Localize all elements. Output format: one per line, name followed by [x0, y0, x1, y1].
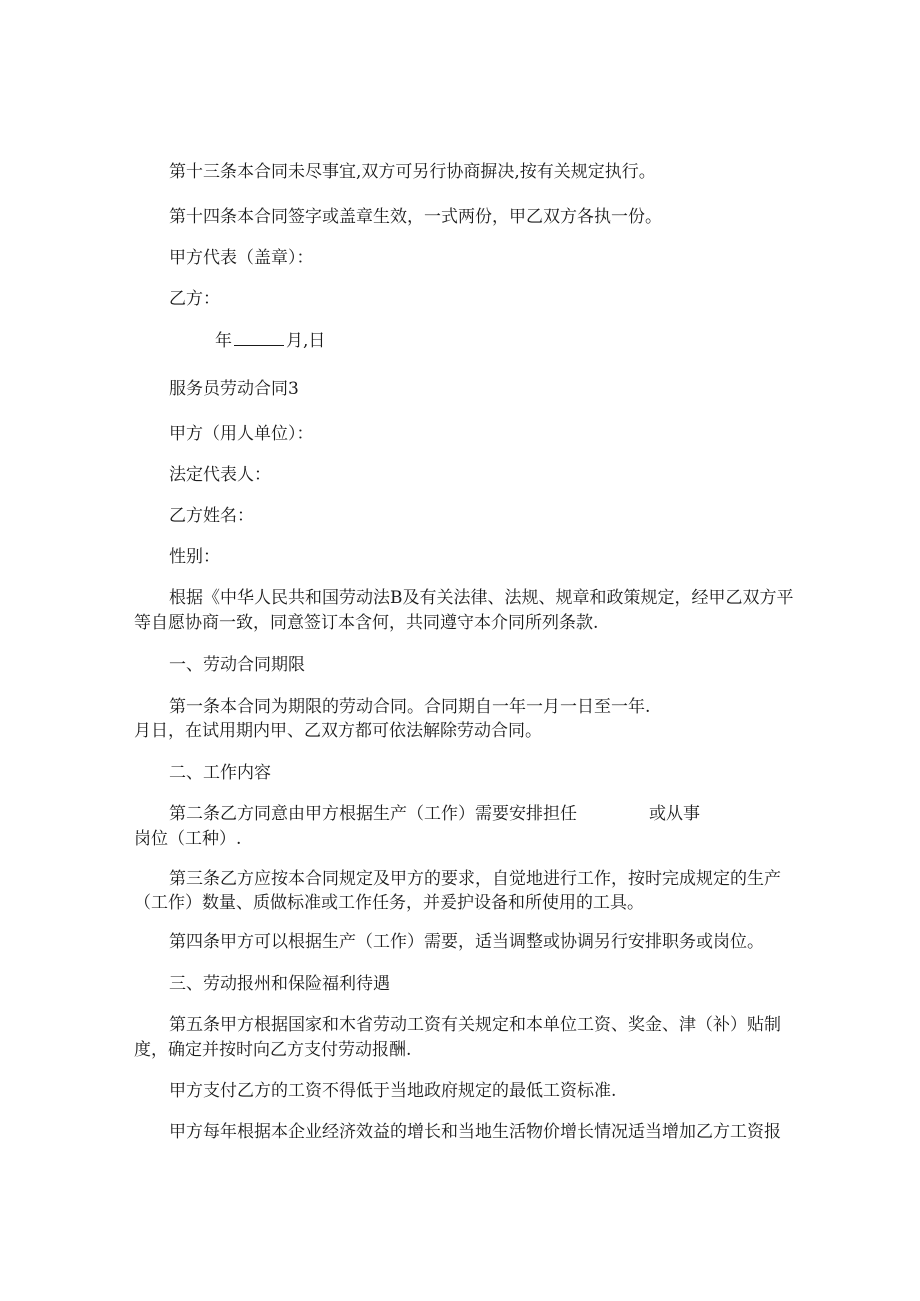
- article-3-line-1: 第三条乙方应按本合同规定及甲方的要求，自觉地进行工作，按时完成规定的生产: [169, 869, 781, 889]
- gender-label: 性别：: [169, 547, 220, 567]
- article-1-line-2: 月日，在试用期内甲、乙双方都可依法解除劳动合同。: [134, 721, 542, 741]
- article-3-line-2: （工作）数量、质做标准或工作任务，并爰护设备和所使用的工具。: [134, 893, 644, 913]
- preamble-line-1: 根据《中华人民共和国劳动法B及有关法律、法规、规章和政策规定，经甲乙双方平: [169, 588, 794, 608]
- employee-name-label: 乙方姓名：: [169, 506, 254, 526]
- legal-representative-label: 法定代表人：: [169, 465, 271, 485]
- section-1-heading: 一、劳动合同期限: [169, 655, 305, 675]
- date-year-label: 年: [215, 331, 232, 351]
- employer-label: 甲方（用人单位）：: [169, 424, 314, 444]
- article-2-line-1: [169, 803, 700, 825]
- article-2-part-2: 或从事: [649, 804, 700, 824]
- article-1-line-1: 第一条本合同为期限的劳动合同。合同期自一年一月一日至一年.: [169, 697, 651, 717]
- article-2-part-1: 第二条乙方同意由甲方根据生产（工作）需要安排担任: [169, 804, 577, 824]
- date-line: [215, 329, 325, 352]
- section-3-heading: 三、劳动报州和保险福利待遇: [169, 974, 390, 994]
- article-5-line-1: 第五条甲方根据国家和木省劳动工资有关规定和本单位工资、奖金、津（补）贴制: [169, 1015, 781, 1035]
- date-month-day-label: 月,日: [286, 331, 326, 351]
- article-2-line-2: 岗位（工种）.: [134, 829, 242, 849]
- preamble-line-2: 等自愿协商一致，同意签订本含何，共同遵守本介同所列条款.: [134, 613, 599, 633]
- minimum-wage-clause: 甲方支付乙方的工资不得低于当地政府规定的最低工资标准.: [169, 1081, 617, 1101]
- section-2-heading: 二、工作内容: [169, 763, 271, 783]
- article-4: 第四条甲方可以根据生产（工作）需要，适当调整或协调另行安排职务或岗位。: [169, 932, 764, 952]
- article-14: 第十四条本合同签字或盖章生效，一式两份，甲乙双方各执一份。: [169, 207, 662, 227]
- date-blank: [234, 329, 284, 346]
- party-a-representative-label: 甲方代表（盖章）：: [169, 248, 314, 268]
- wage-increase-clause: 甲方每年根据本企业经济效益的增长和当地生活物价增长情况适当增加乙方工资报: [169, 1122, 781, 1142]
- article-13: 第十三条本合同未尽事宜,双方可另行协商摒决,按有关规定执行。: [169, 162, 656, 182]
- article-5-line-2: 度，确定并按时向乙方支付劳动报酬.: [134, 1040, 412, 1060]
- contract-title: 服务员劳动合同3: [169, 379, 299, 399]
- party-b-label: 乙方：: [169, 289, 220, 309]
